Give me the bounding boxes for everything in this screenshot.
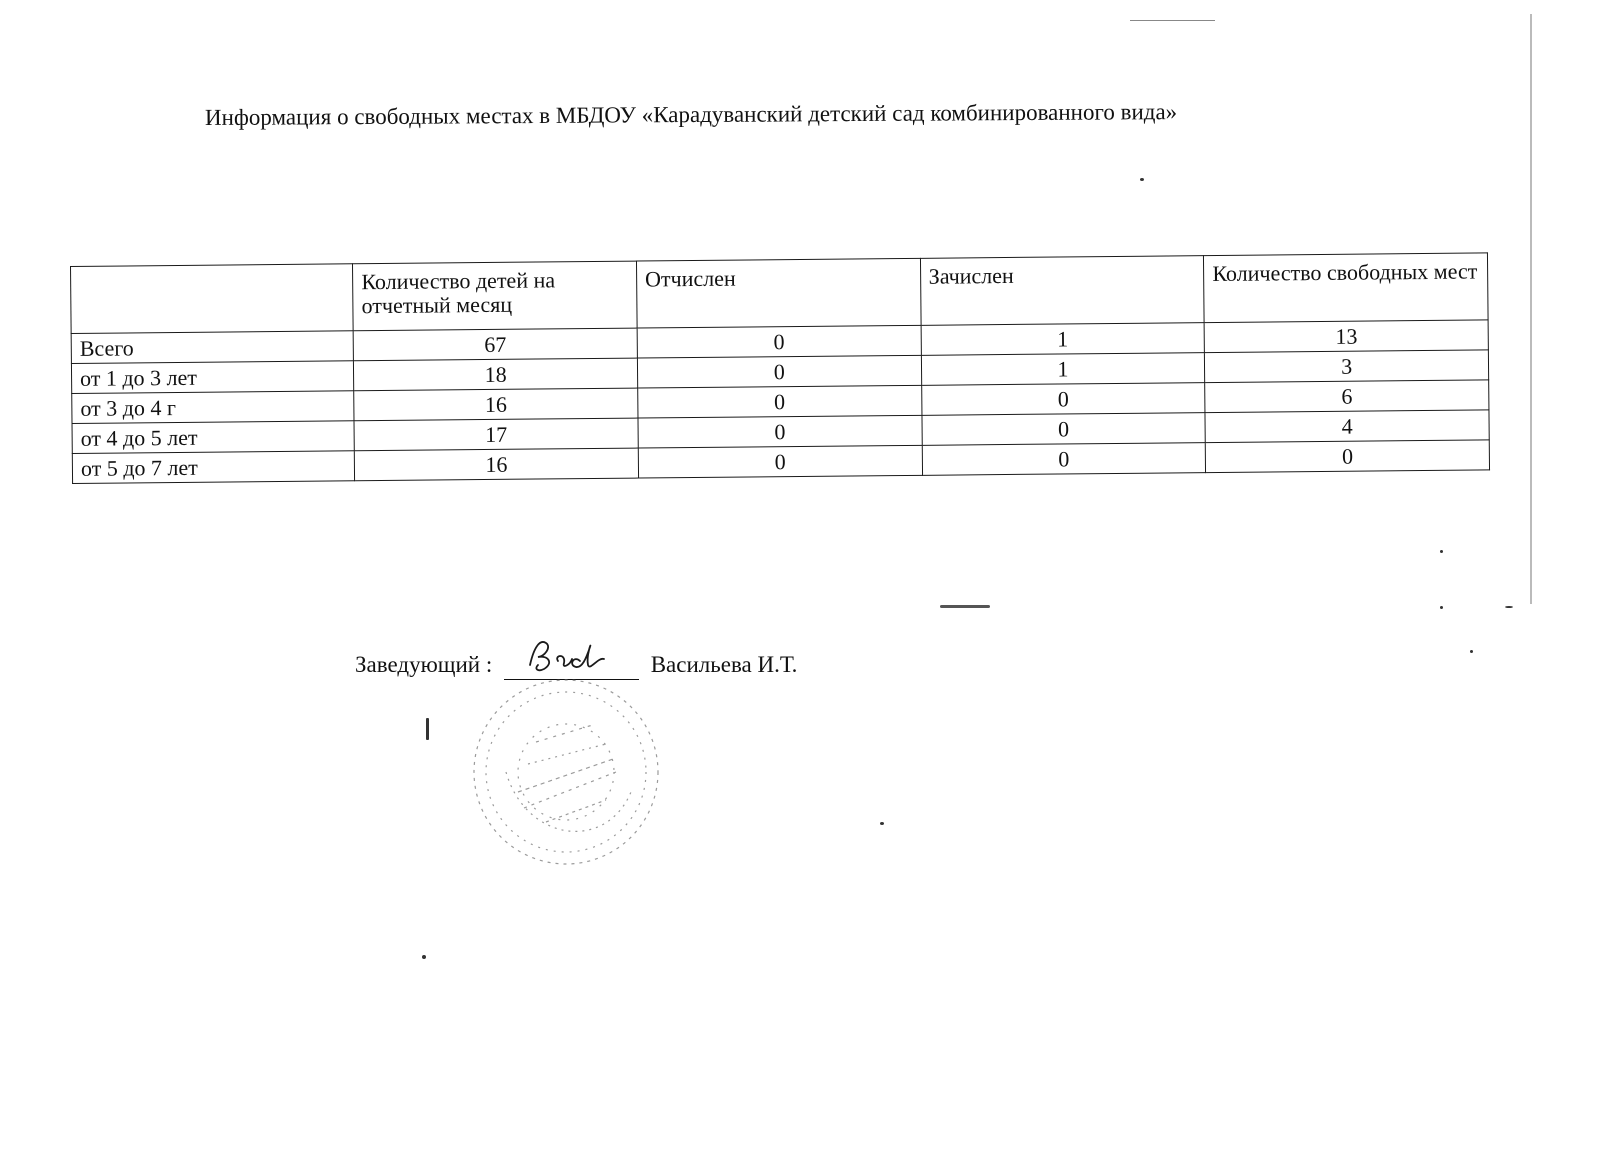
row-label: Всего <box>71 331 353 364</box>
header-free-places: Количество свободных мест <box>1204 253 1488 323</box>
cell-expelled: 0 <box>638 385 922 418</box>
cell-expelled: 0 <box>637 355 921 388</box>
row-label: от 4 до 5 лет <box>72 421 354 454</box>
round-seal-stamp-icon <box>466 672 666 872</box>
signatory-name: Васильева И.Т. <box>650 652 798 677</box>
cell-children-count: 67 <box>353 328 637 361</box>
cell-enrolled: 1 <box>921 323 1205 356</box>
cell-free-places: 6 <box>1205 380 1489 413</box>
cell-free-places: 3 <box>1205 350 1489 383</box>
cell-children-count: 16 <box>354 388 638 421</box>
row-label: от 5 до 7 лет <box>72 451 354 484</box>
header-enrolled: Зачислен <box>920 256 1204 326</box>
cell-enrolled: 0 <box>921 383 1205 416</box>
header-children-count: Количество детей на отчетный месяц <box>353 261 637 331</box>
cell-enrolled: 0 <box>922 443 1206 476</box>
vacancy-table-wrapper <box>70 252 1490 484</box>
cell-expelled: 0 <box>638 415 922 448</box>
row-label: от 3 до 4 г <box>72 391 354 424</box>
cell-free-places: 4 <box>1205 410 1489 443</box>
cell-enrolled: 0 <box>922 413 1206 446</box>
cell-enrolled: 1 <box>921 353 1205 386</box>
header-expelled: Отчислен <box>636 258 920 328</box>
header-cell-empty <box>71 264 354 334</box>
cell-children-count: 18 <box>354 358 638 391</box>
cell-free-places: 13 <box>1204 320 1488 353</box>
cell-free-places: 0 <box>1206 440 1490 473</box>
cell-children-count: 17 <box>354 418 638 451</box>
cell-expelled: 0 <box>638 445 922 478</box>
handwritten-signature-icon <box>524 635 624 677</box>
row-label: от 1 до 3 лет <box>71 361 353 394</box>
signatory-position: Заведующий : <box>355 652 493 677</box>
page-title: Информация о свободных местах в МБДОУ «Карадуванский детский сад комбинированного вида» <box>204 99 1178 130</box>
vacancy-table <box>70 252 1490 484</box>
cell-expelled: 0 <box>637 325 921 358</box>
cell-children-count: 16 <box>355 448 639 481</box>
